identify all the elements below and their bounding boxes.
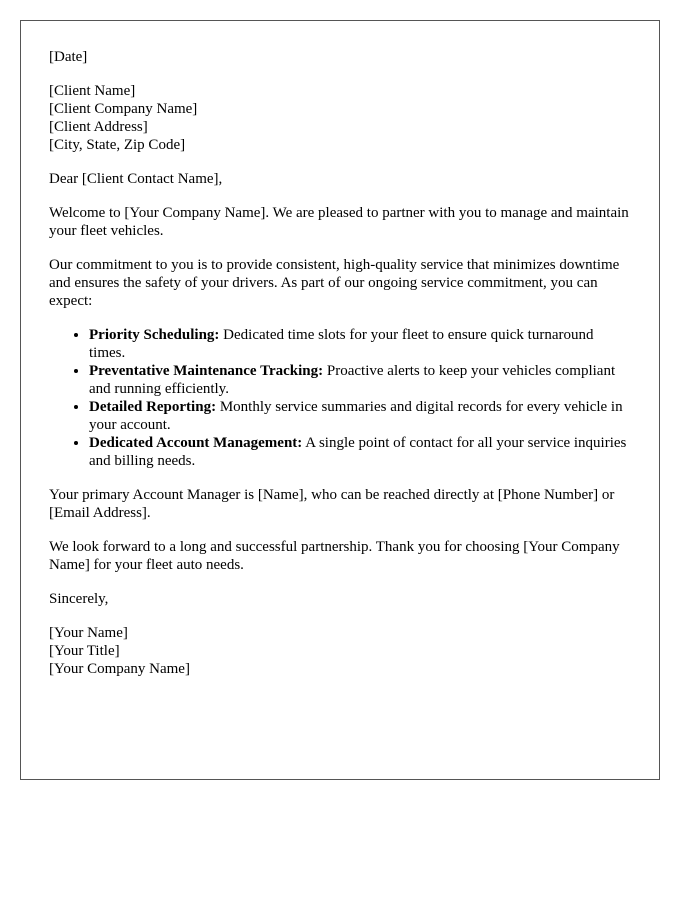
signature-title: [Your Title]	[49, 643, 120, 659]
recipient-address: [Client Address]	[49, 119, 148, 135]
account-manager-paragraph: Your primary Account Manager is [Name], who can be reached directly at [Phone Number] or [Email Address].	[49, 487, 615, 521]
recipient-company: [Client Company Name]	[49, 101, 198, 117]
benefit-text: A single point of contact for all your service inquiries and billing needs.	[89, 435, 627, 469]
benefit-title: Priority Scheduling:	[89, 327, 220, 343]
signature-company: [Your Company Name]	[49, 661, 190, 677]
letter-page	[20, 20, 660, 780]
benefit-title: Preventative Maintenance Tracking:	[89, 363, 324, 379]
salutation: Dear [Client Contact Name],	[49, 171, 223, 187]
benefit-title: Detailed Reporting:	[89, 399, 217, 415]
benefit-text: Proactive alerts to keep your vehicles compliant and running efficiently.	[89, 363, 616, 397]
recipient-name: [Client Name]	[49, 83, 136, 99]
recipient-block	[49, 82, 631, 154]
closing-paragraph: We look forward to a long and successful partnership. Thank you for choosing [Your Company Name] for your fleet auto needs.	[49, 539, 620, 573]
commitment-paragraph: Our commitment to you is to provide consistent, high-quality service that minimizes downtime and ensures the safety of your drivers. As part of our ongoing service commitment, you can expect:	[49, 257, 620, 309]
signature-name: [Your Name]	[49, 625, 128, 641]
benefit-text: Monthly service summaries and digital records for every vehicle in your account.	[89, 399, 623, 433]
benefit-title: Dedicated Account Management:	[89, 435, 303, 451]
list-item	[89, 326, 631, 362]
benefits-list	[49, 326, 631, 470]
benefit-text: Dedicated time slots for your fleet to ensure quick turnaround times.	[89, 327, 594, 361]
sign-off: Sincerely,	[49, 591, 109, 607]
list-item	[89, 362, 631, 398]
intro-paragraph: Welcome to [Your Company Name]. We are pleased to partner with you to manage and maintain your fleet vehicles.	[49, 205, 629, 239]
list-item	[89, 398, 631, 434]
letter-date: [Date]	[49, 49, 88, 65]
recipient-city-state-zip: [City, State, Zip Code]	[49, 137, 186, 153]
signature-block	[49, 624, 631, 678]
list-item	[89, 434, 631, 470]
